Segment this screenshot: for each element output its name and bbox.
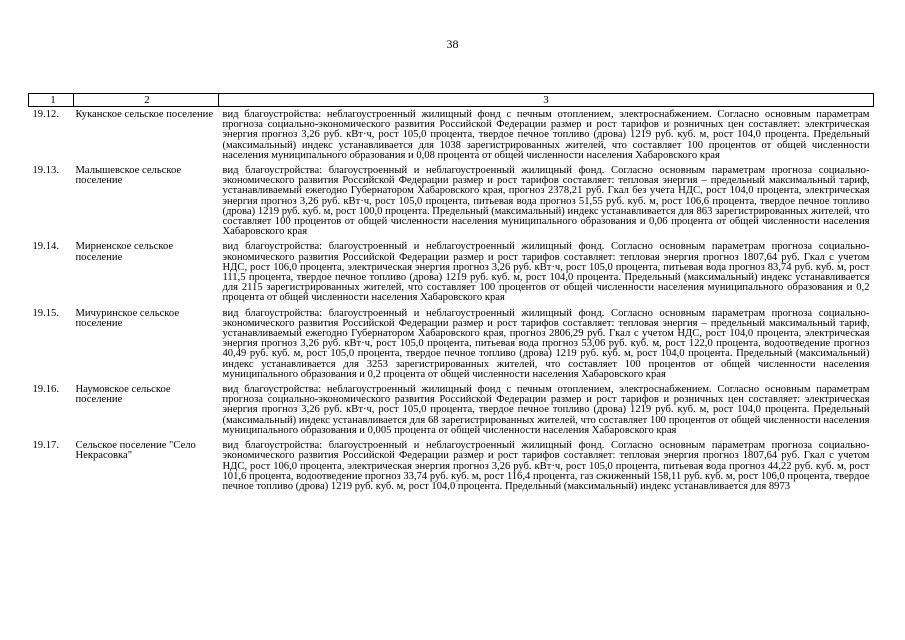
table-row bbox=[29, 382, 874, 438]
settlement-description: вид благоустройства: благоустроенный и неблагоустроенный жилищный фонд. Согласно основным параметрам прогноза социально-экономического развития Российской Федерации размер и рост тарифов составляет: тепловая энергия прогноз 1807,64 руб. Гкал с учетом НДС, рост 106,0 процента, электрическая энергия прогноз 3,26 руб. кВт·ч, рост 105,0 процента, питьевая вода прогноз 83,74 руб. куб. м, рост 111,5 процента, твердое печное топливо (дрова) 1219 руб. куб. м, рост 104,0 процента. Предельный (максимальный) индекс устанавливается для 2115 зарегистрированных жителей, что составляет 100 процентов от общей численности населения муниципального образования и 0,2 процента от общей численности населения Хабаровского края bbox=[222, 241, 870, 304]
table-row bbox=[29, 438, 874, 494]
row-number: 19.15. bbox=[32, 307, 59, 319]
settlement-name: Сельское поселение "Село Некрасовка" bbox=[75, 440, 196, 462]
row-number: 19.14. bbox=[32, 241, 59, 253]
table-row bbox=[29, 239, 874, 305]
settlement-description: вид благоустройства: неблагоустроенный жилищный фонд с печным отоплением, электроснабжением. Согласно основным параметрам прогноза социально-экономического развития Российской Федерации размер и рост тарифов и розничных цен составляет: электрическая энергия прогноз 3,26 руб. кВт·ч, рост 105,0 процента, твердое печное топливо (дрова) 1219 руб. куб. м, рост 104,0 процента. Предельный (максимальный) индекс устанавливается для 68 зарегистрированных жителей, что составляет 100 процентов от общей численности населения муниципального образования и 0,005 процента от общей численности населения Хабаровского края bbox=[222, 384, 870, 436]
header-col-1: 1 bbox=[29, 94, 74, 107]
table-row bbox=[29, 163, 874, 239]
row-number: 19.17. bbox=[32, 440, 59, 452]
tariff-table bbox=[28, 93, 874, 494]
settlement-description: вид благоустройства: благоустроенный и неблагоустроенный жилищный фонд. Согласно основным параметрам прогноза социально-экономического развития Российской Федерации размер и рост тарифов составляет: тепловая энергия прогноз 1807,64 руб. Гкал с учетом НДС, рост 106,0 процента, электрическая энергия прогноз 3,26 руб. кВт·ч, рост 105,0 процента, питьевая вода прогноз 44,22 руб. куб. м, рост 101,6 процента, водоотведение прогноз 33,74 руб. куб. м, рост 116,4 процента, газ сжиженный 158,11 руб. куб. м, рост 106,0 процента, твердое печное топливо (дрова) 1219 руб. куб. м, рост 104,0 процента. Предельный (максимальный) индекс устанавливается для 8973 bbox=[222, 440, 870, 492]
page-number: 38 bbox=[446, 37, 459, 51]
settlement-name: Наумовское сельское поселение bbox=[75, 384, 171, 406]
settlement-description: вид благоустройства: благоустроенный и неблагоустроенный жилищный фонд. Согласно основным параметрам прогноза социально-экономического развития Российской Федерации размер и рост тарифов составляет: тепловая энергия – предельный максимальный тариф, устанавливаемый ежегодно Губернатором Хабаровского края, прогноз 2378,21 руб. Гкал без учета НДС, рост 104,0 процента, электрическая энергия прогноз 3,26 руб. кВт·ч, рост 105,0 процента, питьевая вода прогноз 51,55 руб. куб. м, рост 106,6 процента, твердое печное топливо (дрова) 1219 руб. куб. м, рост 100,0 процента. Предельный (максимальный) индекс устанавливается для 863 зарегистрированных жителей, что составляет 100 процентов от общей численности населения муниципального образования и 0,06 процента от общей численности населения Хабаровского края bbox=[222, 165, 870, 238]
settlement-description: вид благоустройства: благоустроенный и неблагоустроенный жилищный фонд. Согласно основным параметрам прогноза социально-экономического развития Российской Федерации размер и рост тарифов составляет: тепловая энергия – предельный максимальный тариф, устанавливаемый ежегодно Губернатором Хабаровского края, прогноз 2806,29 руб. Гкал с учетом НДС, рост 104,0 процента, электрическая энергия прогноз 3,26 руб. кВт·ч, рост 105,0 процента, питьевая вода прогноз 53,06 руб. куб. м, рост 122,0 процента, водоотведение прогноз 40,49 руб. куб. м, рост 105,0 процента, твердое печное топливо (дрова) 1219 руб. куб. м, рост 104,0 процента. Предельный (максимальный) индекс устанавливается для 3253 зарегистрированных жителей, что составляет 100 процентов от общей численности населения муниципального образования и 0,2 процента от общей численности населения Хабаровского края bbox=[222, 307, 870, 380]
row-number: 19.12. bbox=[32, 109, 59, 120]
settlement-name: Куканское сельское поселение bbox=[75, 109, 214, 120]
table-row bbox=[29, 306, 874, 382]
table-row bbox=[29, 107, 874, 164]
settlement-name: Мичуринское сельское поселение bbox=[75, 307, 180, 329]
row-number: 19.13. bbox=[32, 165, 59, 177]
row-number: 19.16. bbox=[32, 384, 59, 396]
header-col-2: 2 bbox=[74, 94, 219, 107]
settlement-description: вид благоустройства: неблагоустроенный жилищный фонд с печным отоплением, электроснабжением. Согласно основным параметрам прогноза социально-экономического развития Российской Федерации размер и рост тарифов и розничных цен составляет: электрическая энергия прогноз 3,26 руб. кВт·ч, рост 105,0 процента, твердое печное топливо (дрова) 1219 руб. куб. м, рост 104,0 процента. Предельный (максимальный) индекс устанавливается для 1038 зарегистрированных жителей, что составляет 100 процентов от общей численности населения муниципального образования и 0,08 процента от общей численности населения Хабаровского края bbox=[222, 109, 870, 161]
settlement-name: Малышевское сельское поселение bbox=[75, 165, 182, 187]
settlement-name: Мирненское сельское поселение bbox=[75, 241, 174, 263]
header-col-3: 3 bbox=[219, 94, 874, 107]
table-header-row bbox=[29, 94, 874, 107]
